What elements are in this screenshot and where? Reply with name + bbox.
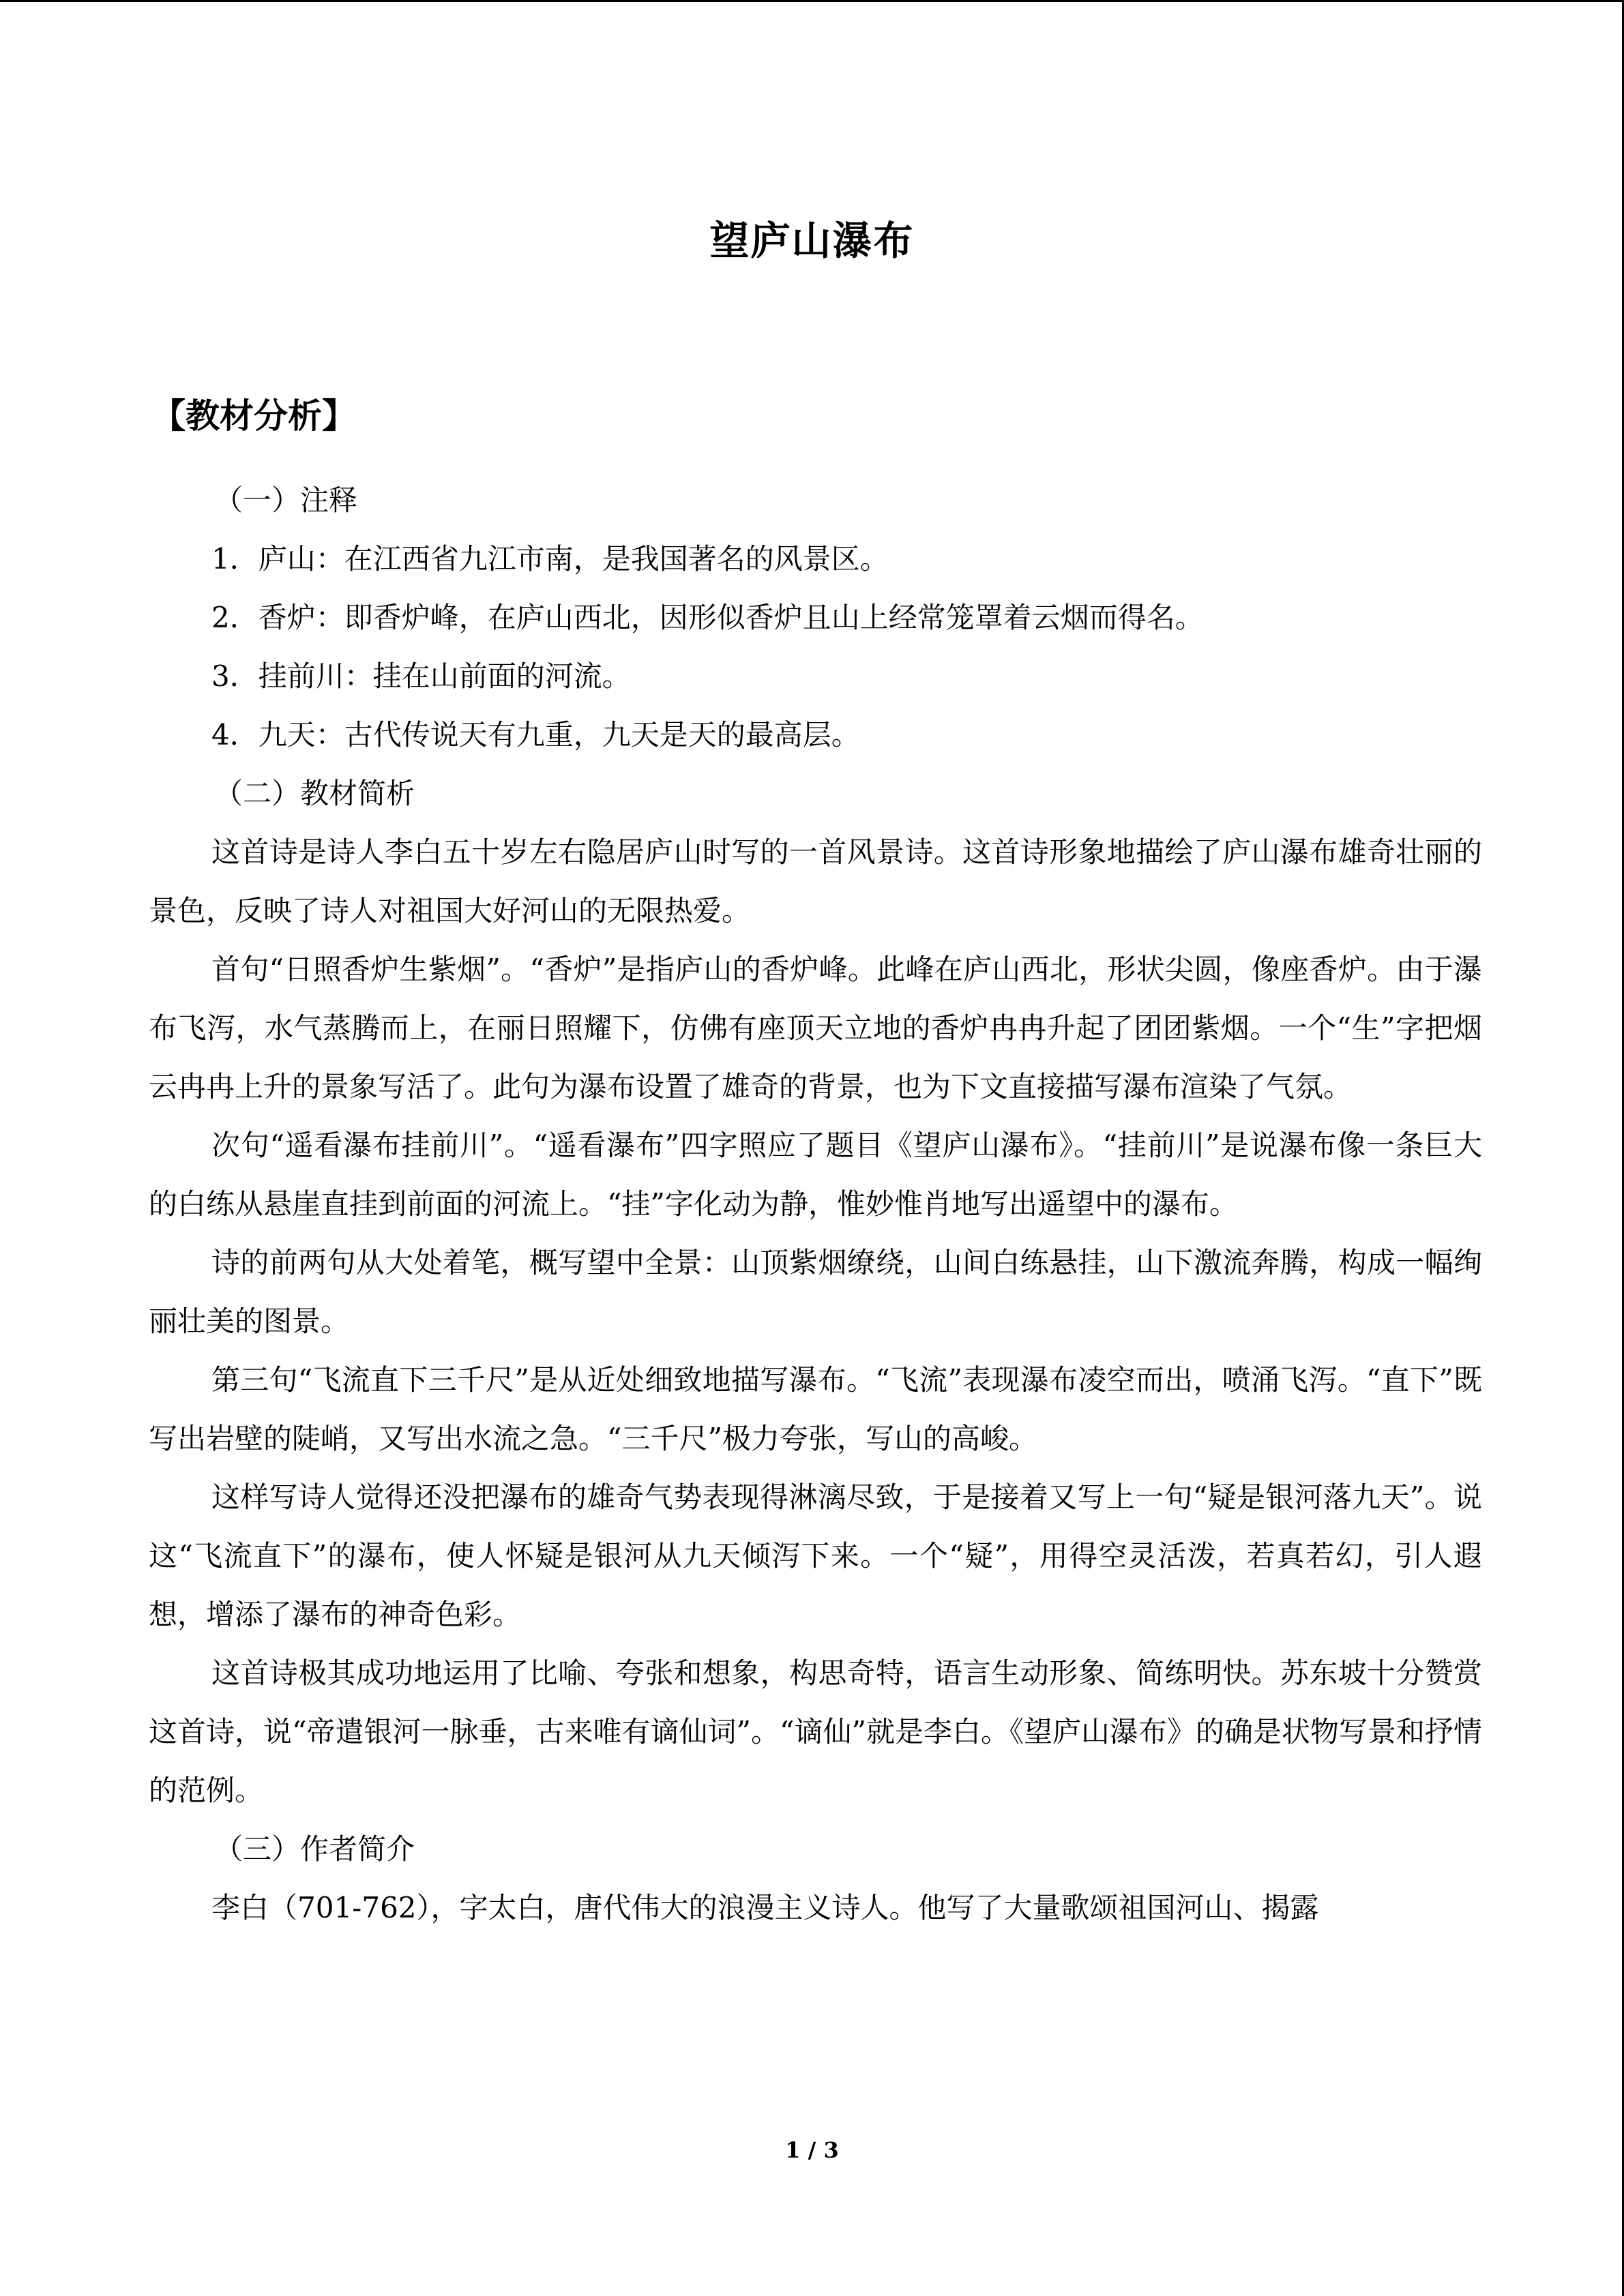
subheading-author: （三）作者简介 bbox=[214, 1832, 415, 1866]
paragraph: 次句“遥看瀑布挂前川”。“遥看瀑布”四字照应了题目《望庐山瀑布》。“挂前川”是说瀑布像一条巨大的白练从悬崖直挂到前面的河流上。“挂”字化动为静，惟妙惟肖地写出遥望中的瀑布。 bbox=[149, 1129, 1482, 1221]
note-item: 3．挂前川：挂在山前面的河流。 bbox=[211, 659, 631, 693]
page-title: 望庐山瀑布 bbox=[709, 218, 915, 264]
paragraph: 这首诗是诗人李白五十岁左右隐居庐山时写的一首风景诗。这首诗形象地描绘了庐山瀑布雄奇壮丽的景色，反映了诗人对祖国大好河山的无限热爱。 bbox=[149, 835, 1482, 927]
document-body bbox=[149, 471, 1482, 1937]
paragraph: 首句“日照香炉生紫烟”。“香炉”是指庐山的香炉峰。此峰在庐山西北，形状尖圆，像座香炉。由于瀑布飞泻，水气蒸腾而上，在丽日照耀下，仿佛有座顶天立地的香炉冉冉升起了团团紫烟。一个“生”字把烟云冉冉上升的景象写活了。此句为瀑布设置了雄奇的背景，也为下文直接描写瀑布渲染了气氛。 bbox=[149, 953, 1482, 1103]
subheading-notes: （一）注释 bbox=[214, 483, 358, 517]
section-heading: 【教材分析】 bbox=[151, 396, 356, 436]
paragraph: 这首诗极其成功地运用了比喻、夸张和想象，构思奇特，语言生动形象、简练明快。苏东坡十分赞赏这首诗，说“帝遣银河一脉垂，古来唯有谪仙词”。“谪仙”就是李白。《望庐山瀑布》的确是状物写景和抒情的范例。 bbox=[149, 1656, 1482, 1807]
note-item: 2．香炉：即香炉峰，在庐山西北，因形似香炉且山上经常笼罩着云烟而得名。 bbox=[211, 601, 1204, 634]
note-item: 4．九天：古代传说天有九重，九天是天的最高层。 bbox=[211, 718, 860, 751]
page-number: 1 / 3 bbox=[785, 2137, 839, 2163]
paragraph: 第三句“飞流直下三千尺”是从近处细致地描写瀑布。“飞流”表现瀑布凌空而出，喷涌飞泻。“直下”既写出岩壁的陡峭，又写出水流之急。“三千尺”极力夸张，写山的高峻。 bbox=[149, 1363, 1482, 1455]
paragraph: 这样写诗人觉得还没把瀑布的雄奇气势表现得淋漓尽致，于是接着又写上一句“疑是银河落九天”。说这“飞流直下”的瀑布，使人怀疑是银河从九天倾泻下来。一个“疑”，用得空灵活泼，若真若幻，引人遐想，增添了瀑布的神奇色彩。 bbox=[149, 1480, 1482, 1631]
paragraph: 诗的前两句从大处着笔，概写望中全景：山顶紫烟缭绕，山间白练悬挂，山下激流奔腾，构成一幅绚丽壮美的图景。 bbox=[149, 1246, 1482, 1338]
author-paragraph: 李白（701-762），字太白，唐代伟大的浪漫主义诗人。他写了大量歌颂祖国河山、揭露 bbox=[211, 1891, 1319, 1924]
subheading-analysis: （二）教材简析 bbox=[214, 777, 415, 810]
note-item: 1．庐山：在江西省九江市南，是我国著名的风景区。 bbox=[211, 542, 889, 576]
